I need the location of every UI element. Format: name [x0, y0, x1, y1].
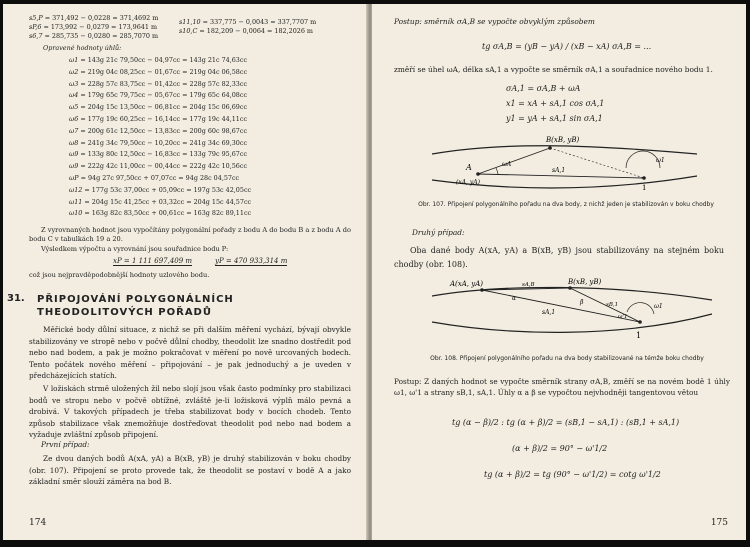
point-a — [476, 172, 480, 176]
label-beta: β — [580, 299, 584, 306]
xp-value: xP = 1 111 697,409 m — [113, 257, 193, 265]
page-number-left: 174 — [29, 518, 47, 528]
angle-label: ω2 — [69, 67, 79, 76]
angle-row — [69, 103, 247, 111]
angle-arc-1 — [626, 151, 660, 168]
equation-1: σA,1 = σA,B + ωA — [506, 84, 581, 93]
angle-label: ω9 — [69, 162, 79, 171]
angle-value: = 133g 80c 12,50cc − 16,83cc = 133g 79c 95,67cc — [80, 150, 248, 159]
angle-label: ω6 — [69, 115, 79, 123]
result-label: Výsledkem výpočtu a vyrovnání jsou souřadnice bodu P: — [41, 245, 229, 253]
angle-label: ω10 — [69, 209, 83, 218]
paragraph-3: Ze dvou daných bodů A(xA, yA) a B(xB, yB) je druhý stabilizován v boku chodby (obr. 107). Připojení se proto provede tak, že theodolit se postaví v bodě A a jako základní směr slouží záměra na bod B. — [29, 454, 351, 487]
angle-value: = 163g 82c 83,50cc + 00,61cc = 163g 82c 89,11cc — [84, 209, 252, 218]
angle-row — [69, 68, 247, 76]
point-b — [548, 146, 552, 150]
angle-label: ω9 — [69, 150, 79, 159]
left-page — [3, 4, 369, 540]
label-a: A(xA, yA) — [450, 280, 483, 288]
point-a — [480, 288, 484, 292]
angle-label: ωP — [69, 174, 79, 182]
coord-line: s5,P = 371,492 − 0,0228 = 371,4692 m — [29, 14, 159, 22]
label-sab: sA,B — [522, 282, 535, 288]
paragraph-2: V ložiskách strmě uložených žil nebo slojí jsou však často podmínky pro stabilizaci bodů ve stropu nebo v počvě obtížné, zvláště je-li ložisková výplň málo pevná a drobivá. V takových případech je třeba stabilizovat body v bocích chodeb. Tento způsob stabilizace však znemožňuje dostřeďovat theodolit pod nebo nad bodem a vyžaduje zvláštní způsob připojení. — [29, 384, 351, 440]
angle-label: ω11 — [69, 197, 83, 206]
label-point-1: 1 — [636, 331, 642, 340]
angle-row — [69, 150, 247, 158]
point-1 — [638, 320, 642, 324]
angle-label: ω3 — [69, 79, 79, 88]
angle-row — [69, 174, 239, 182]
angle-value: = 143g 21c 79,50cc − 04,97cc = 143g 21c 74,63cc — [80, 56, 248, 64]
tangent-equation-2: (α + β)/2 = 90° − ω'1/2 — [512, 444, 608, 453]
coord-line: s6,7 = 285,735 − 0,0280 = 285,7070 m — [29, 32, 159, 40]
section-title-line1: PŘIPOJOVÁNÍ POLYGONÁLNÍCH — [37, 294, 234, 305]
label-omega-1: ω1 — [654, 303, 663, 310]
angle-row — [69, 162, 247, 170]
angle-label: ω4 — [69, 91, 79, 100]
coord-line: s10,C = 182,209 − 0,0064 = 182,2026 m — [179, 27, 313, 35]
page-number-right: 175 — [710, 518, 728, 528]
angle-arc-1 — [627, 303, 654, 314]
angle-value: = 222g 42c 11,00cc − 00,44cc = 222g 42c 10,56cc — [80, 162, 248, 171]
angle-row — [69, 209, 251, 217]
figure-107-caption: Obr. 107. Připojení polygonálního pořadu na dva body, z nichž jeden je stabilizován v boku chodby — [418, 201, 714, 208]
label-s: sA,1 — [552, 167, 566, 174]
angle-value: = 241g 34c 79,50cc − 10,20cc = 241g 34c 69,30cc — [80, 138, 248, 147]
label-b: B(xB, yB) — [568, 278, 602, 286]
label-a-coords: (xA, yA) — [456, 179, 480, 186]
formula-tg: tg σA,B = (yB − yA) / (xB − xA) σA,B = ... — [482, 42, 652, 51]
line-a-1 — [478, 174, 644, 178]
figure-108 — [422, 274, 722, 348]
paragraph-1: Měřické body důlní situace, z nichž se při dalším měření vychází, bývají obvykle stabilizovány ve stropě nebo v počvě důlní chodby, theodolit lze snadno dostředit pod nebo nad bodem, a pak je možno pokračovat v měření po nově urcovaných bodech. Tento počátek nového měření – připojování – je pak jednoduchý a je uveden v předcházejících statích. — [29, 325, 351, 381]
angle-value: = 204g 15c 13,50cc − 06,81cc = 204g 15c 06,69cc — [80, 103, 248, 112]
angle-value: = 177g 53c 37,00cc + 05,09cc = 197g 53c 42,05cc — [84, 185, 252, 194]
tangent-equation-3: tg (α + β)/2 = tg (90° − ω'1/2) = cotg ω'1/2 — [484, 470, 661, 479]
procedure-text: Postup: směrník σA,B se vypočte obvyklým způsobem — [394, 17, 595, 26]
result-paragraph: což jsou nejpravděpodobnější hodnoty uzlového bodu. — [29, 271, 210, 279]
angle-row — [69, 80, 247, 88]
tunnel-lower-wall — [432, 314, 712, 332]
angle-row — [69, 91, 247, 99]
label-point-1: 1 — [642, 184, 647, 192]
label-sb1: sB,1 — [606, 302, 619, 308]
line-a-b — [478, 148, 550, 174]
figure-108-caption: Obr. 108. Připojení polygonálního pořadu na dva body stabilizované na témže boku chodby — [430, 355, 704, 362]
first-case-heading: První případ: — [41, 440, 90, 449]
angle-row — [69, 186, 251, 194]
angle-value: = 200g 61c 12,50cc − 13,83cc = 200g 60c 98,67cc — [80, 126, 248, 135]
coord-line: sP,6 = 173,992 − 0,0279 = 173,9641 m — [29, 23, 158, 31]
measure-text: změří se úhel ωA, délka sA,1 a vypočte se směrník σA,1 a souřadnice nového bodu 1. — [394, 65, 713, 74]
intro-paragraph: Z vyrovnaných hodnot jsou vypočítány polygonální pořady z bodu A do bodu B a z bodu A do bodu C v tabulkách 19 a 20. — [29, 226, 351, 243]
angle-label: ω5 — [69, 103, 79, 112]
equation-3: y1 = yA + sA,1 sin σA,1 — [506, 114, 603, 123]
figure-107 — [412, 128, 712, 194]
angle-row — [69, 198, 251, 206]
corrected-angles-heading: Opravené hodnoty úhlů: — [43, 44, 122, 52]
label-a: A — [466, 163, 472, 172]
second-case-paragraph: Oba dané body A(xA, yA) a B(xB, yB) jsou stabilizovány na stejném boku chodby (obr. 108). — [394, 246, 724, 269]
section-number: 31. — [7, 293, 25, 304]
label-omega-a: ωA — [502, 161, 512, 168]
label-alpha: α — [512, 295, 517, 302]
angle-row — [69, 56, 247, 64]
yp-value: yP = 470 933,314 m — [215, 257, 288, 265]
tangent-equation-1: tg (α − β)/2 : tg (α + β)/2 = (sB,1 − sA,1) : (sB,1 + sA,1) — [452, 418, 680, 427]
coord-line: s11,10 = 337,775 − 0,0043 = 337,7707 m — [179, 18, 317, 26]
angle-row — [69, 115, 247, 123]
angle-value: = 219g 04c 08,25cc − 01,67cc = 219g 04c 06,58cc — [80, 67, 248, 76]
label-b: B(xB, yB) — [546, 136, 580, 144]
angle-label: ω12 — [69, 185, 83, 194]
angle-value: = 177g 19c 60,25cc − 16,14cc = 177g 19c 44,11cc — [80, 115, 248, 123]
angle-label: ω1 — [69, 56, 79, 64]
label-omega-1-prime: ω'1 — [618, 314, 628, 320]
second-case-heading: Druhý případ: — [412, 228, 465, 237]
angle-row — [69, 139, 247, 147]
angle-arc-a — [496, 168, 498, 174]
angle-label: ω7 — [69, 126, 79, 135]
angle-value: = 204g 15c 41,25cc + 03,32cc = 204g 15c 44,57cc — [84, 197, 252, 206]
equation-2: x1 = xA + sA,1 cos σA,1 — [506, 99, 605, 108]
section-title-line2: THEODOLITOVÝCH POŘADŮ — [37, 307, 212, 318]
angle-row — [69, 127, 247, 135]
angle-label: ω8 — [69, 138, 79, 147]
angle-value: = 228g 57c 83,75cc − 01,42cc = 228g 57c 82,33cc — [80, 79, 248, 88]
point-b — [568, 286, 572, 290]
angle-value: = 179g 65c 79,75cc − 05,67cc = 179g 65c 64,08cc — [80, 91, 248, 100]
angle-value: = 94g 27c 97,50cc + 07,07cc = 94g 28c 04,57cc — [80, 174, 240, 182]
procedure-2: Postup: Z daných hodnot se vypočte směrník strany σA,B, změří se na novém bodě 1 úhly ω1, ω'1 a strany sB,1, sA,1. Úhly α a β se vypočtou nejvhodněji tangentovou větou — [394, 377, 730, 397]
label-sa1: sA,1 — [542, 309, 556, 316]
right-page — [372, 4, 746, 540]
point-1 — [642, 176, 646, 180]
tunnel-upper-wall — [432, 146, 697, 154]
label-omega-1: ω1 — [656, 157, 665, 164]
